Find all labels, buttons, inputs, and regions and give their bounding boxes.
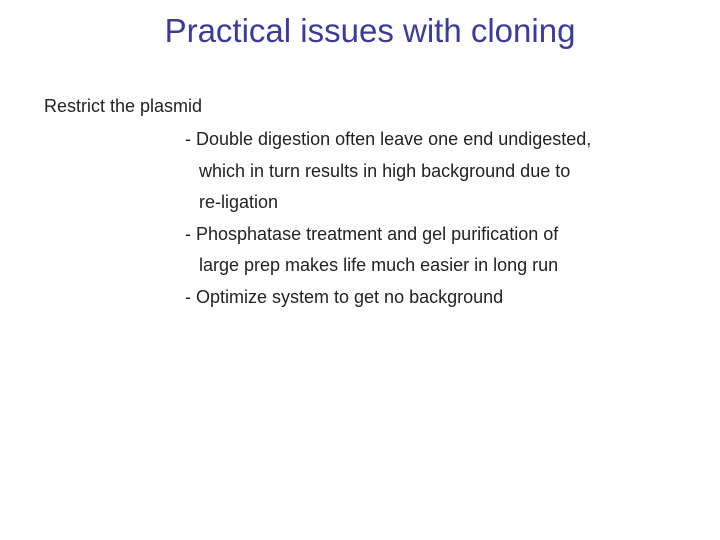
bullet-line: re-ligation (199, 192, 279, 212)
bullet-line: which in turn results in high background due to (199, 160, 571, 181)
slide-title: Practical issues with cloning (164, 12, 576, 49)
bullet-item (185, 219, 705, 282)
bullet-list (185, 124, 705, 313)
bullet-line: - Optimize system to get no background (185, 286, 504, 307)
bullet-line: large prep makes life much easier in long run (199, 255, 559, 275)
bullet-line: - Double digestion often leave one end undigested, (185, 129, 592, 149)
bullet-item (185, 124, 705, 219)
bullet-item (185, 282, 705, 314)
bullet-line: - Phosphatase treatment and gel purification of (185, 223, 559, 244)
slide-heading: Restrict the plasmid (44, 96, 203, 116)
